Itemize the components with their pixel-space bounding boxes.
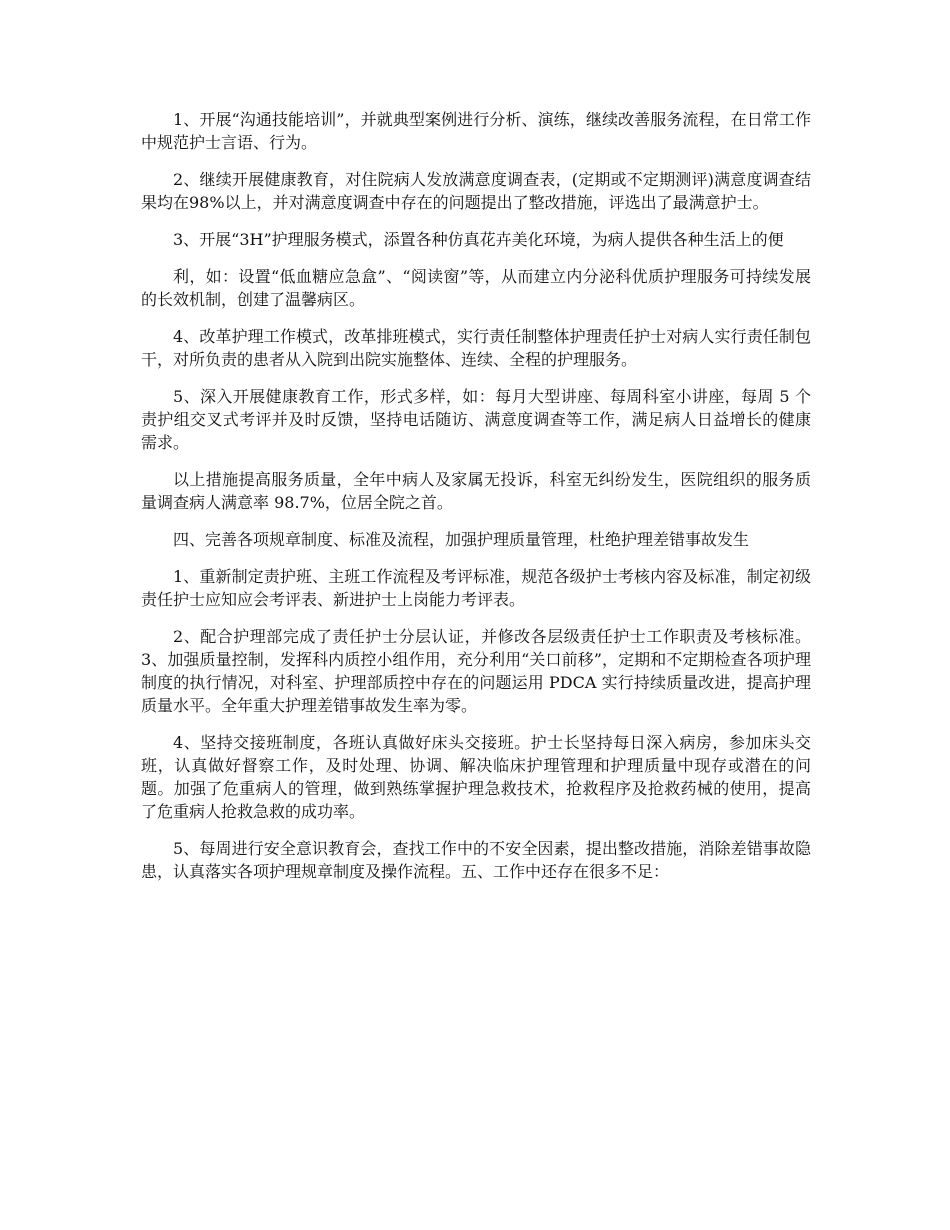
paragraph-11: 4、坚持交接班制度，各班认真做好床头交接班。护士长坚持每日深入病房，参加床头交班，认真做好督察工作，及时处理、协调、解决临床护理管理和护理质量中现存或潜在的问题。加强了危重病人的管理，做到熟练掌握护理急救技术，抢救程序及抢救药械的使用，提高了危重病人抢救急救的成功率。	[141, 733, 811, 821]
paragraph-7: 以上措施提高服务质量，全年中病人及家属无投诉，科室无纠纷发生，医院组织的服务质量调查病人满意率 98.7%，位居全院之首。	[141, 470, 811, 512]
paragraph-1: 1、开展“沟通技能培训”，并就典型案例进行分析、演练，继续改善服务流程，在日常工作中规范护士言语、行为。	[141, 110, 811, 152]
paragraph-6: 5、深入开展健康教育工作，形式多样，如：每月大型讲座、每周科室小讲座，每周 5 个责护组交叉式考评并及时反馈，坚持电话随访、满意度调查等工作，满足病人日益增长的健康需求。	[141, 387, 811, 452]
document-body	[141, 108, 811, 897]
section-heading-4: 四、完善各项规章制度、标准及流程，加强护理质量管理，杜绝护理差错事故发生	[173, 530, 750, 549]
paragraph-5: 4、改革护理工作模式，改革排班模式，实行责任制整体护理责任护士对病人实行责任制包干，对所负责的患者从入院到出院实施整体、连续、全程的护理服务。	[141, 327, 811, 369]
paragraph-10: 2、配合护理部完成了责任护士分层认证，并修改各层级责任护士工作职责及考核标准。3、加强质量控制，发挥科内质控小组作用，充分利用“关口前移”，定期和不定期检查各项护理制度的执行情况，对科室、护理部质控中存在的问题运用 PDCA 实行持续质量改进，提高护理质量水平。全年重大护理差错事故发生率为零。	[141, 627, 811, 715]
paragraph-2: 2、继续开展健康教育，对住院病人发放满意度调查表，(定期或不定期测评)满意度调查结果均在98%以上，并对满意度调查中存在的问题提出了整改措施，评选出了最满意护士。	[141, 170, 811, 212]
paragraph-12: 5、每周进行安全意识教育会，查找工作中的不安全因素，提出整改措施，消除差错事故隐患，认真落实各项护理规章制度及操作流程。五、工作中还存在很多不足：	[141, 839, 811, 881]
paragraph-3: 3、开展“3H”护理服务模式，添置各种仿真花卉美化环境，为病人提供各种生活上的便	[173, 230, 784, 249]
paragraph-4: 利，如：设置“低血糖应急盒”、“阅读窗”等，从而建立内分泌科优质护理服务可持续发展的长效机制，创建了温馨病区。	[141, 267, 811, 309]
paragraph-9: 1、重新制定责护班、主班工作流程及考评标准，规范各级护士考核内容及标准，制定初级责任护士应知应会考评表、新进护士上岗能力考评表。	[141, 567, 811, 609]
